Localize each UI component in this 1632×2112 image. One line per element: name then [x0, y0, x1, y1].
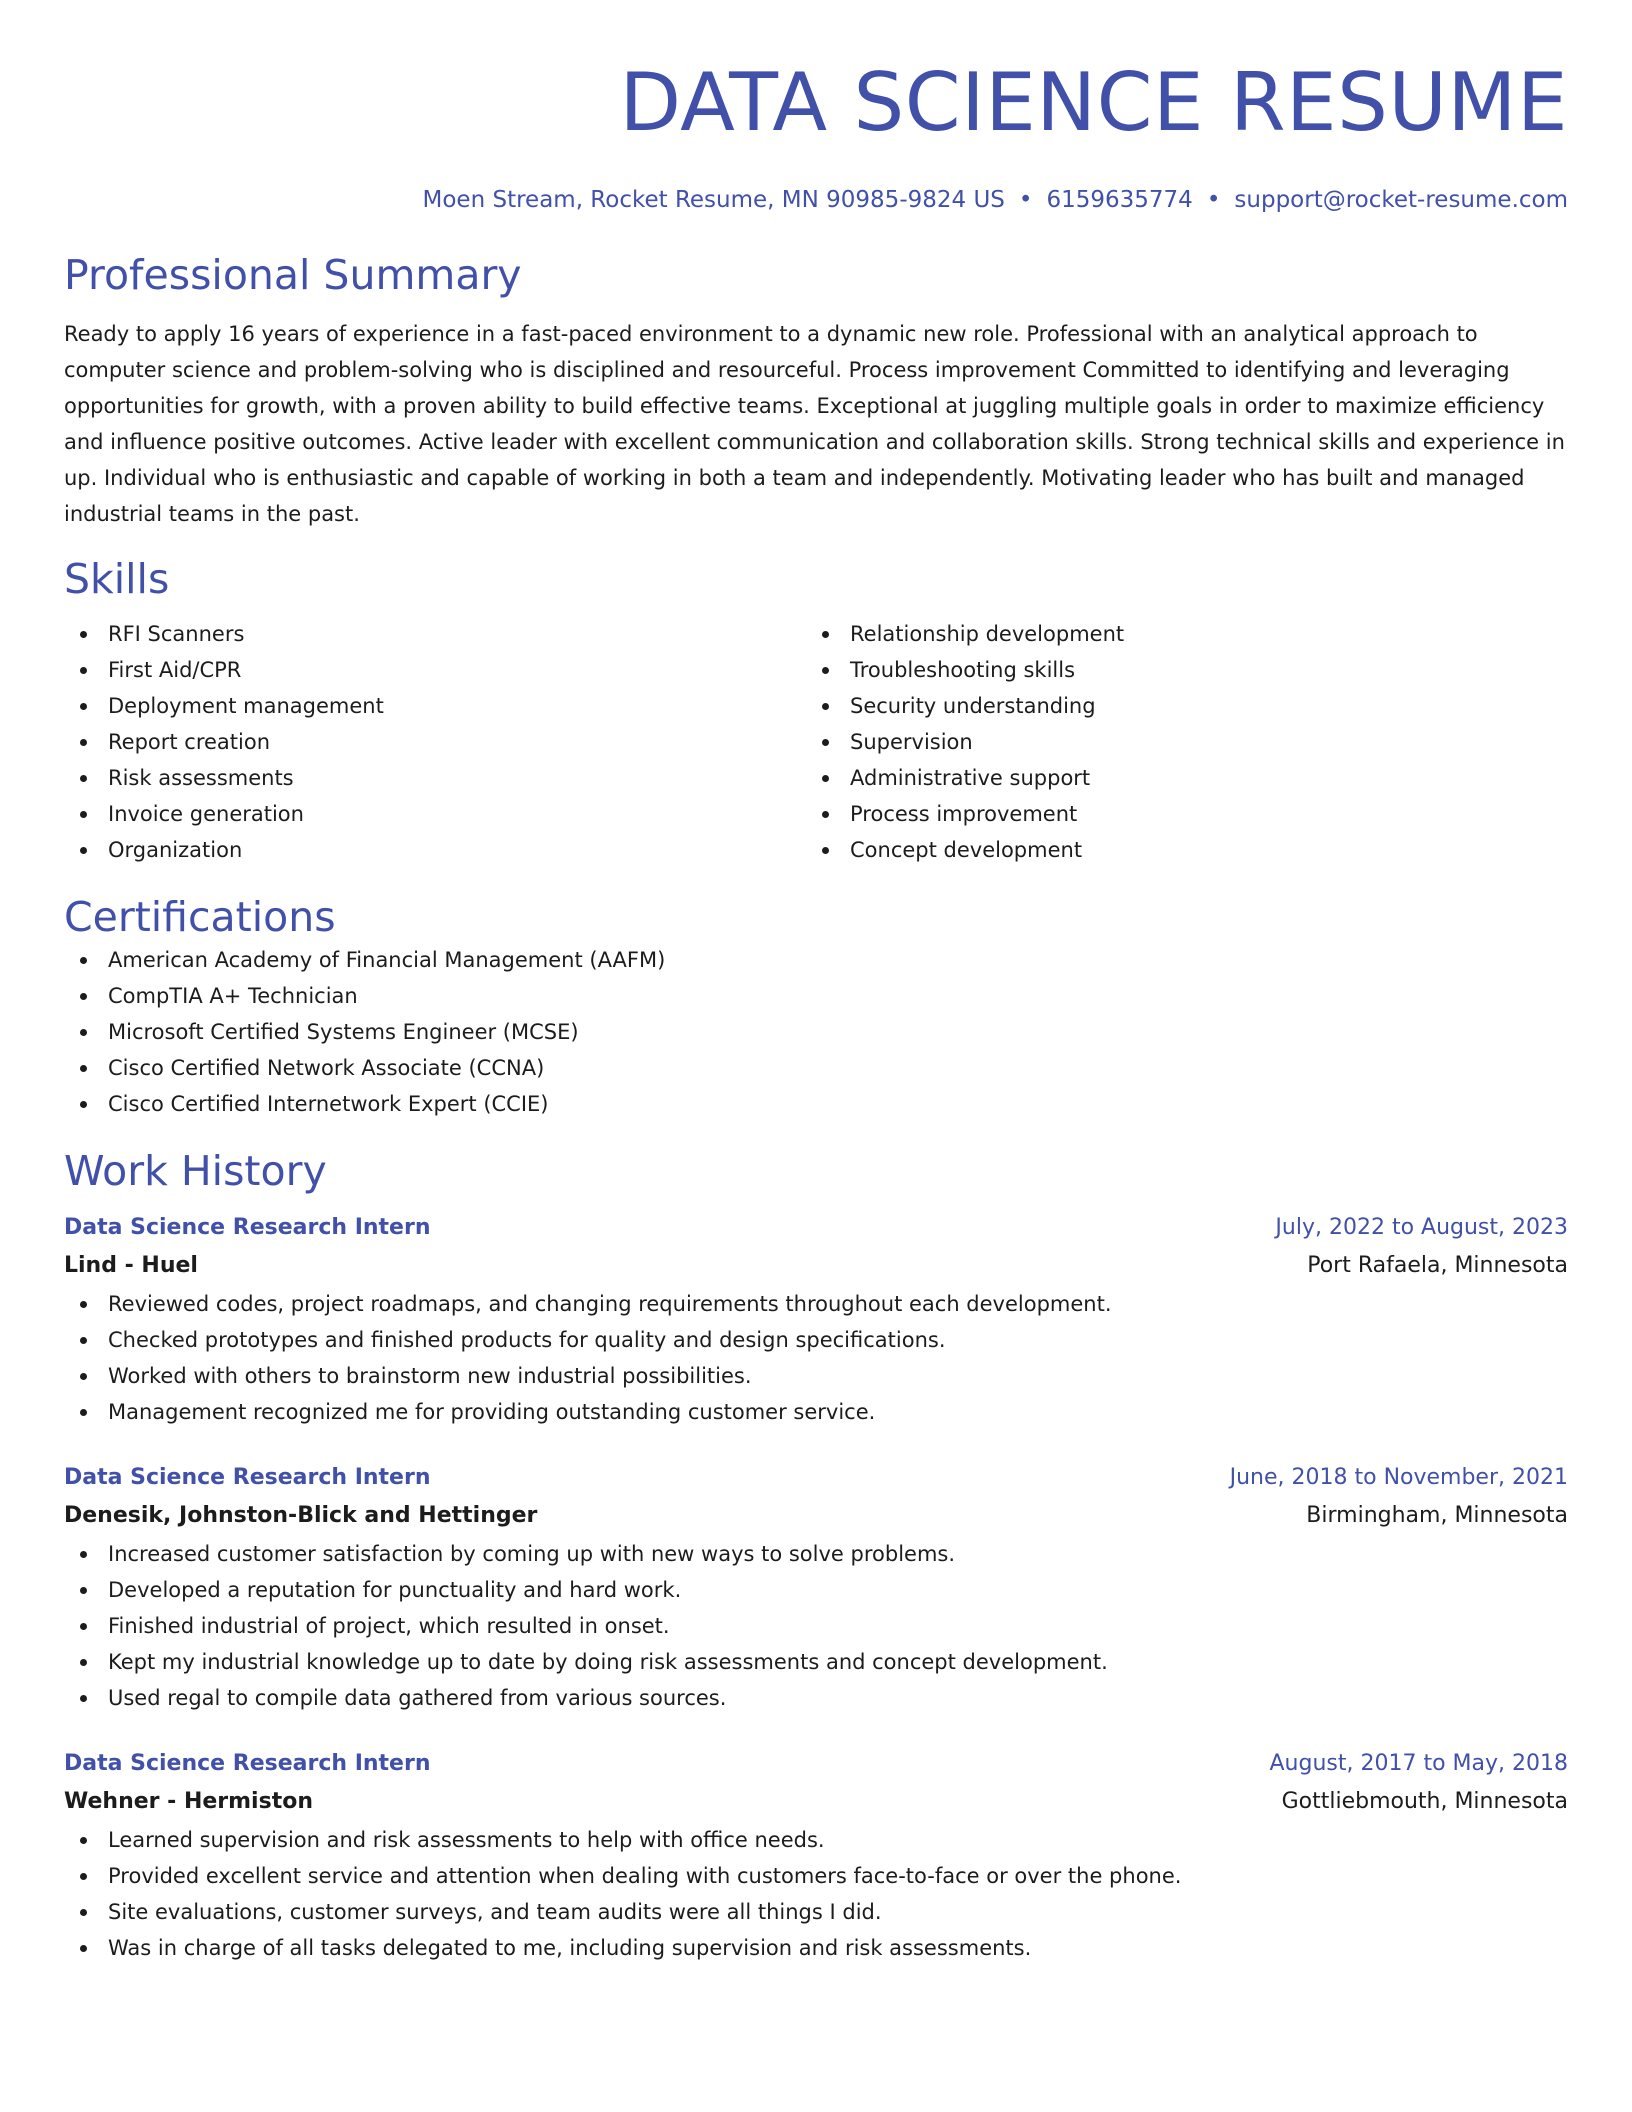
- job-title-row: [64, 1460, 1568, 1496]
- job-location: Birmingham, Minnesota: [1306, 1503, 1568, 1528]
- job-company-row: [64, 1496, 1568, 1536]
- job-title: Data Science Research Intern: [64, 1751, 431, 1776]
- work-history-heading: Work History: [64, 1147, 327, 1195]
- certification-item: Cisco Certified Internetwork Expert (CCIE): [64, 1086, 1568, 1122]
- job-company-row: [64, 1246, 1568, 1286]
- job-bullet: Reviewed codes, project roadmaps, and changing requirements throughout each development.: [64, 1286, 1568, 1322]
- job-entry: [64, 1210, 1568, 1430]
- summary-heading: Professional Summary: [64, 251, 522, 299]
- job-bullet: Developed a reputation for punctuality and hard work.: [64, 1572, 1568, 1608]
- certification-item: American Academy of Financial Management (AAFM): [64, 942, 1568, 978]
- job-company: Lind - Huel: [64, 1253, 198, 1278]
- job-bullet: Management recognized me for providing outstanding customer service.: [64, 1394, 1568, 1430]
- resume-page: [64, 0, 1568, 1966]
- job-bullet: Learned supervision and risk assessments to help with office needs.: [64, 1822, 1568, 1858]
- contact-line: [64, 186, 1568, 214]
- skill-item: Organization: [64, 832, 806, 868]
- job-bullet: Kept my industrial knowledge up to date by doing risk assessments and concept development.: [64, 1644, 1568, 1680]
- job-bullet: Provided excellent service and attention when dealing with customers face-to-face or over the phone.: [64, 1858, 1568, 1894]
- job-title: Data Science Research Intern: [64, 1465, 431, 1490]
- job-bullet-list: [64, 1822, 1568, 1966]
- contact-address: Moen Stream, Rocket Resume, MN 90985-9824 US: [422, 187, 1005, 213]
- resume-title: DATA SCIENCE RESUME: [619, 56, 1568, 149]
- work-history-section: [64, 1146, 1568, 1966]
- skills-list-right: [806, 616, 1548, 868]
- summary-text: Ready to apply 16 years of experience in a fast-paced environment to a dynamic new role. Professional with an analytical approach to computer science and problem-solving who is disciplined and resourceful. Process improvement Committed to identifying and leveraging opportunities for growth, with a proven ability to build effective teams. Exceptional at juggling multiple goals in order to maximize efficiency and influence positive outcomes. Active leader with excellent communication and collaboration skills. Strong technical skills and experience in up. Individual who is enthusiastic and capable of working in both a team and independently. Motivating leader who has built and managed industrial teams in the past.: [64, 322, 1565, 526]
- job-bullet: Used regal to compile data gathered from various sources.: [64, 1680, 1568, 1716]
- skill-item: First Aid/CPR: [64, 652, 806, 688]
- job-dates: August, 2017 to May, 2018: [1269, 1751, 1568, 1776]
- skill-item: Administrative support: [806, 760, 1548, 796]
- certifications-heading: Certifications: [64, 893, 336, 941]
- skills-section: [64, 554, 1568, 868]
- skill-item: Concept development: [806, 832, 1548, 868]
- skill-item: Supervision: [806, 724, 1548, 760]
- job-location: Port Rafaela, Minnesota: [1307, 1253, 1568, 1278]
- job-bullet-list: [64, 1536, 1568, 1716]
- summary-section: [64, 250, 1568, 532]
- job-bullet: Increased customer satisfaction by coming up with new ways to solve problems.: [64, 1536, 1568, 1572]
- job-company: Wehner - Hermiston: [64, 1789, 313, 1814]
- job-entry: [64, 1460, 1568, 1716]
- job-company-row: [64, 1782, 1568, 1822]
- certifications-list: [64, 942, 1568, 1122]
- certifications-section: [64, 892, 1568, 1122]
- job-title-row: [64, 1210, 1568, 1246]
- skills-heading: Skills: [64, 555, 170, 603]
- skill-item: Relationship development: [806, 616, 1548, 652]
- job-entry: [64, 1746, 1568, 1966]
- skill-item: Troubleshooting skills: [806, 652, 1548, 688]
- job-bullet: Was in charge of all tasks delegated to me, including supervision and risk assessments.: [64, 1930, 1568, 1966]
- contact-email: support@rocket-resume.com: [1234, 187, 1568, 213]
- skill-item: RFI Scanners: [64, 616, 806, 652]
- separator-dot: •: [1018, 187, 1033, 213]
- skills-column-right: [806, 616, 1548, 868]
- certification-item: CompTIA A+ Technician: [64, 978, 1568, 1014]
- separator-dot: •: [1206, 187, 1221, 213]
- skills-list-left: [64, 616, 806, 868]
- contact-phone: 6159635774: [1046, 187, 1193, 213]
- job-bullet: Site evaluations, customer surveys, and team audits were all things I did.: [64, 1894, 1568, 1930]
- job-company: Denesik, Johnston-Blick and Hettinger: [64, 1503, 538, 1528]
- job-bullet: Checked prototypes and finished products for quality and design specifications.: [64, 1322, 1568, 1358]
- job-location: Gottliebmouth, Minnesota: [1281, 1789, 1568, 1814]
- skill-item: Invoice generation: [64, 796, 806, 832]
- skill-item: Process improvement: [806, 796, 1548, 832]
- job-dates: June, 2018 to November, 2021: [1229, 1465, 1568, 1490]
- skill-item: Security understanding: [806, 688, 1548, 724]
- job-title: Data Science Research Intern: [64, 1215, 431, 1240]
- certification-item: Microsoft Certified Systems Engineer (MCSE): [64, 1014, 1568, 1050]
- job-dates: July, 2022 to August, 2023: [1275, 1215, 1568, 1240]
- skills-column-left: [64, 616, 806, 868]
- skills-columns: [64, 616, 1568, 868]
- skill-item: Risk assessments: [64, 760, 806, 796]
- job-bullet: Finished industrial of project, which resulted in onset.: [64, 1608, 1568, 1644]
- job-bullet-list: [64, 1286, 1568, 1430]
- skill-item: Deployment management: [64, 688, 806, 724]
- skill-item: Report creation: [64, 724, 806, 760]
- job-title-row: [64, 1746, 1568, 1782]
- certification-item: Cisco Certified Network Associate (CCNA): [64, 1050, 1568, 1086]
- job-bullet: Worked with others to brainstorm new industrial possibilities.: [64, 1358, 1568, 1394]
